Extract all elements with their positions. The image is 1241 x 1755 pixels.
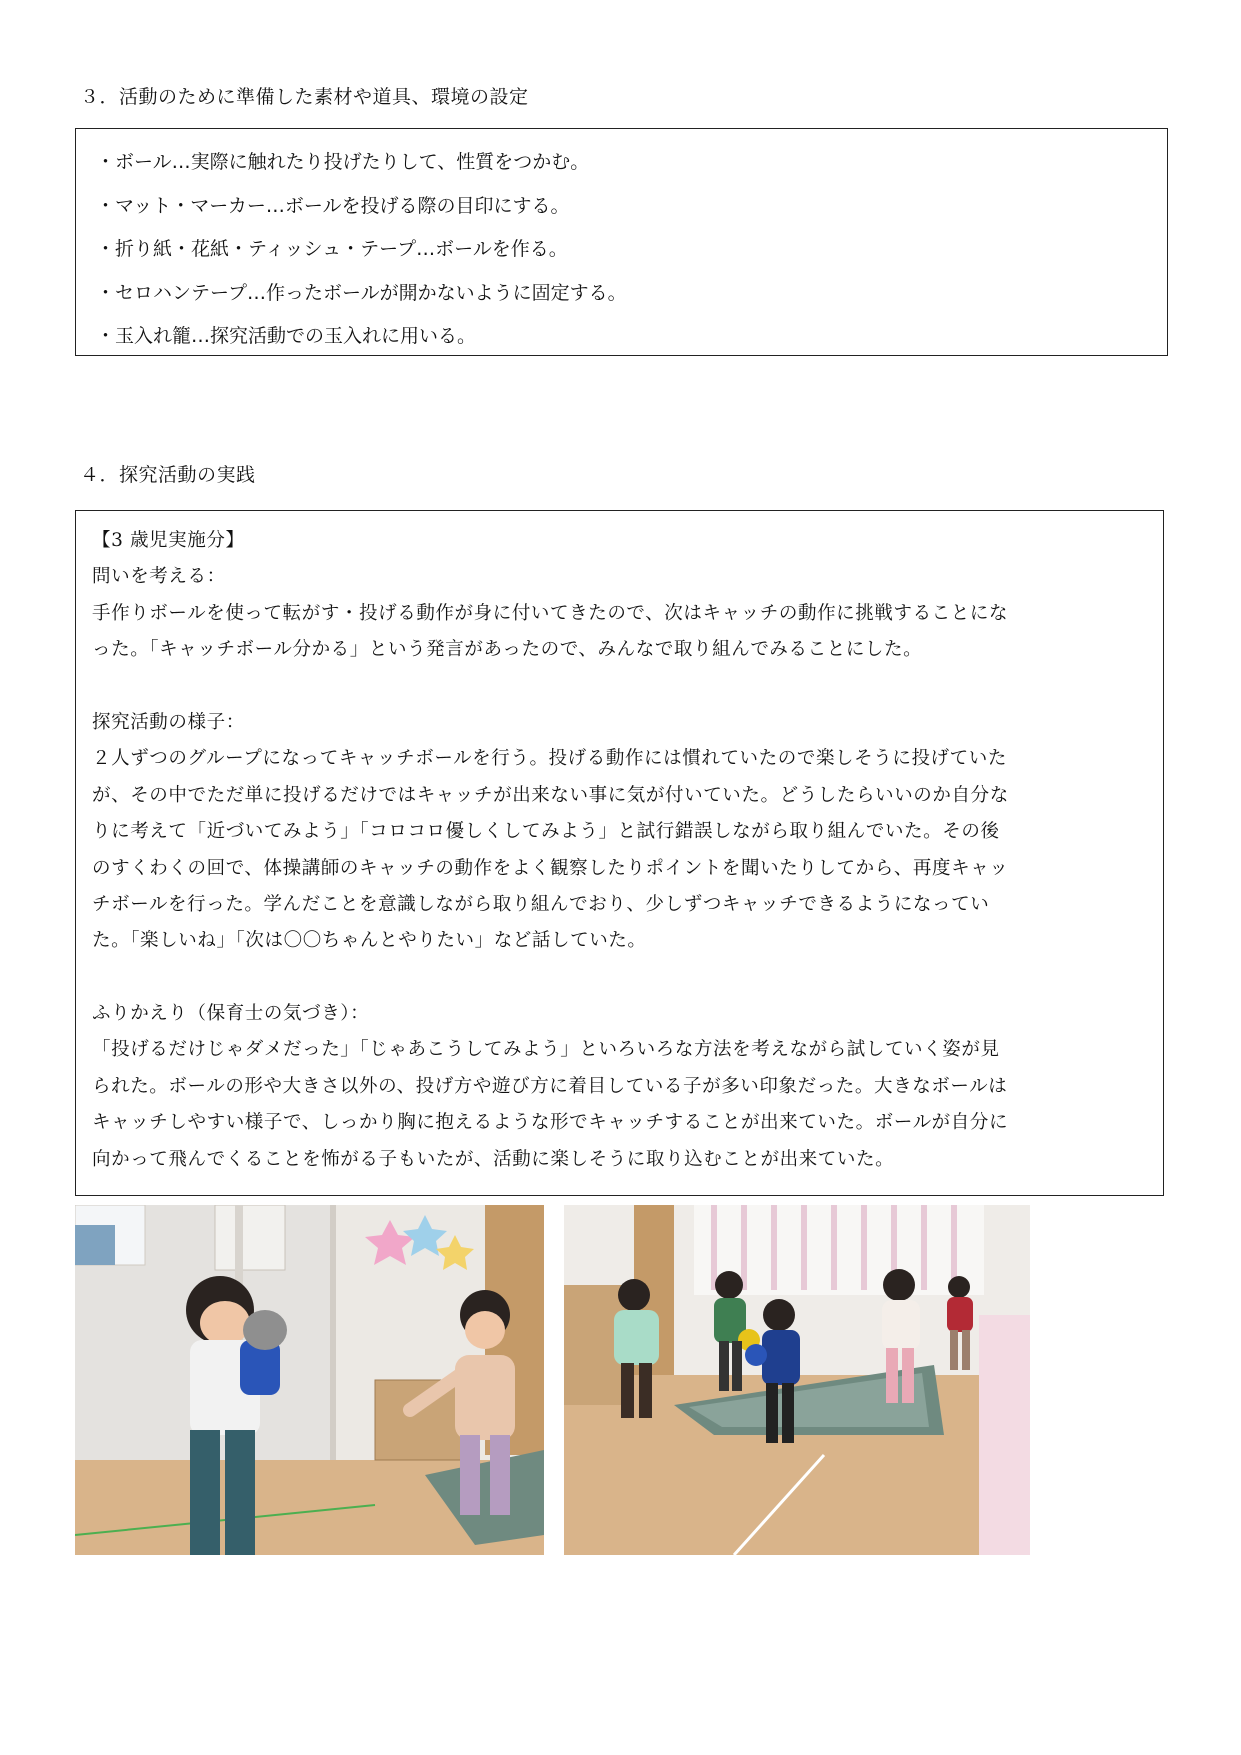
activity-line: が、その中でただ単に投げるだけではキャッチが出来ない事に気が付いていた。どうしたらいいのか自分な bbox=[92, 784, 1009, 806]
paragraph-gap bbox=[92, 669, 1151, 705]
photo-children-playing-catch bbox=[564, 1205, 1030, 1555]
question-label: 問いを考える： bbox=[92, 566, 226, 588]
materials-item-cellophane-tape: ・セロハンテープ…作ったボールが開かないように固定する。 bbox=[96, 281, 627, 304]
section-3-heading: ３．活動のために準備した素材や道具、環境の設定 bbox=[80, 86, 529, 108]
materials-list-box bbox=[75, 128, 1168, 356]
practice-report-box bbox=[75, 510, 1164, 1196]
question-line: った。「キャッチボール分かる」という発言があったので、みんなで取り組んでみることにした。 bbox=[92, 639, 923, 661]
reflection-line: 向かって飛んでくることを怖がる子もいたが、活動に楽しそうに取り込むことが出来ていた。 bbox=[92, 1148, 895, 1170]
paragraph-gap bbox=[92, 960, 1151, 996]
materials-item-ball: ・ボール…実際に触れたり投げたりして、性質をつかむ。 bbox=[96, 151, 590, 173]
activity-line: ２人ずつのグループになってキャッチボールを行う。投げる動作には慣れていたので楽しそうに投げていた bbox=[92, 748, 1007, 770]
activity-line: チボールを行った。学んだことを意識しながら取り組んでおり、少しずつキャッチできるようになってい bbox=[92, 893, 990, 915]
activity-line: た。「楽しいね」「次は〇〇ちゃんとやりたい」など話していた。 bbox=[92, 930, 647, 952]
materials-item-paper-tape: ・折り紙・花紙・ティッシュ・テープ…ボールを作る。 bbox=[96, 238, 568, 260]
reflection-line: 「投げるだけじゃダメだった」「じゃあこうしてみよう」といろいろな方法を考えながら試していく姿が見 bbox=[92, 1039, 1000, 1061]
reflection-line: られた。ボールの形や大きさ以外の、投げ方や遊び方に着目している子が多い印象だった。大きなボールは bbox=[92, 1075, 1008, 1097]
question-line: 手作りボールを使って転がす・投げる動作が身に付いてきたので、次はキャッチの動作に挑戦することにな bbox=[92, 602, 1009, 624]
reflection-line: キャッチしやすい様子で、しっかり胸に抱えるような形でキャッチすることが出来ていた。ボールが自分に bbox=[92, 1112, 1009, 1134]
activity-line: のすくわくの回で、体操講師のキャッチの動作をよく観察したりポイントを聞いたりしてから、再度キャッ bbox=[92, 857, 1009, 879]
materials-item-mat-marker: ・マット・マーカー…ボールを投げる際の目印にする。 bbox=[96, 194, 570, 217]
photo-children-catching-ball bbox=[75, 1205, 544, 1555]
materials-item-basket: ・玉入れ籠…探究活動での玉入れに用いる。 bbox=[96, 325, 477, 347]
section-4-heading: ４．探究活動の実践 bbox=[80, 464, 256, 486]
group-label: 【3 歳児実施分】 bbox=[92, 530, 245, 551]
activity-line: りに考えて「近づいてみよう」「コロコロ優しくしてみよう」と試行錯誤しながら取り組んでいた。その後 bbox=[92, 821, 1000, 843]
reflection-label: ふりかえり（保育士の気づき）： bbox=[92, 1003, 370, 1025]
activity-label: 探究活動の様子： bbox=[92, 711, 245, 733]
